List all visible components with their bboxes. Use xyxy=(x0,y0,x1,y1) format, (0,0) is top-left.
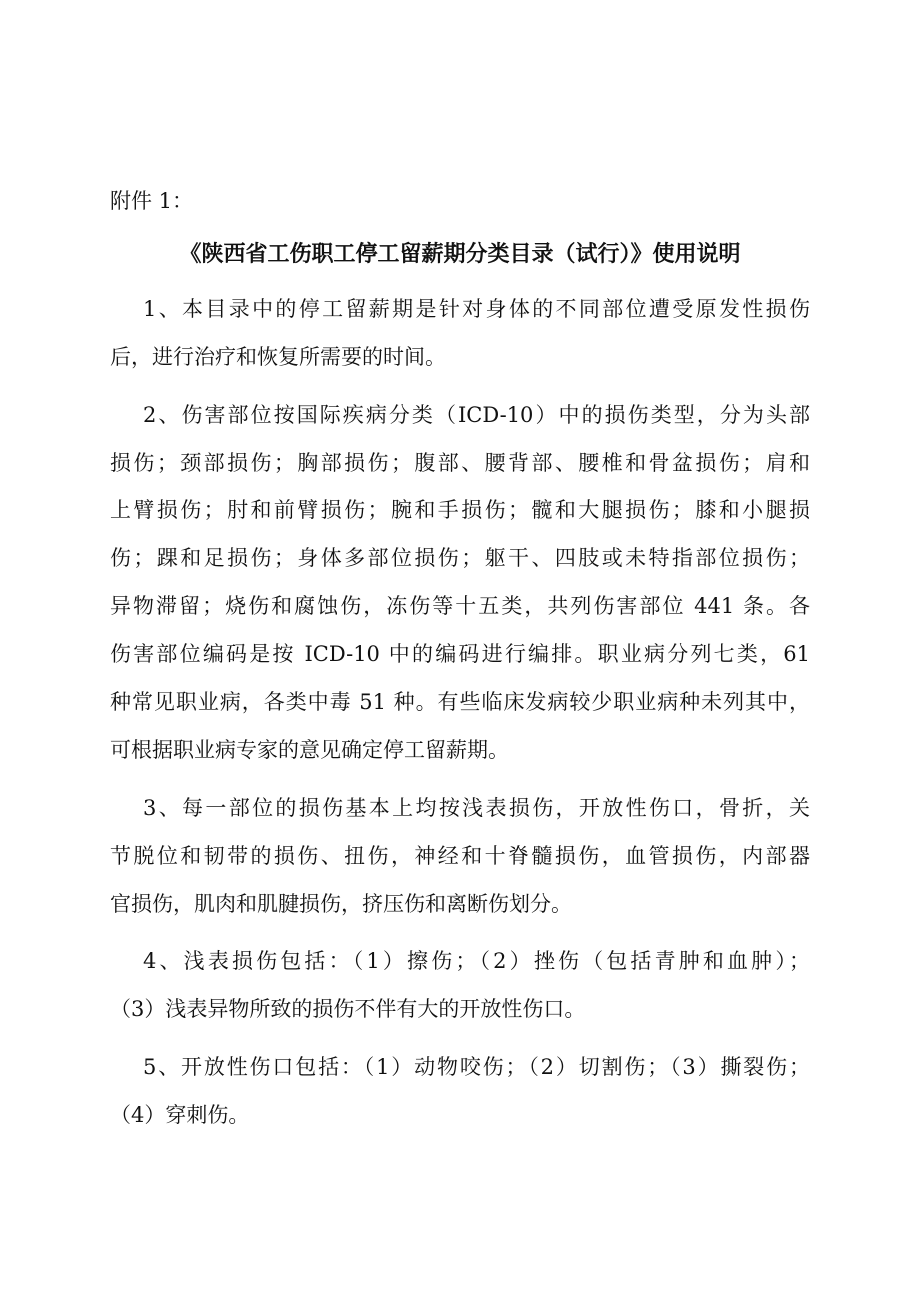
paragraph-2-line-2: 损伤；颈部损伤；胸部损伤；腹部、腰背部、腰椎和骨盆损伤；肩和 xyxy=(110,451,810,475)
document-title: 《陕西省工伤职工停工留薪期分类目录（试行）》使用说明 xyxy=(179,241,741,267)
paragraph-1-line-1: 1、本目录中的停工留薪期是针对身体的不同部位遭受原发性损伤 xyxy=(143,297,810,321)
paragraph-2-line-1: 2、伤害部位按国际疾病分类（ICD-10）中的损伤类型，分为头部 xyxy=(143,403,810,427)
paragraph-3-line-3: 官损伤，肌肉和肌腱损伤，挤压伤和离断伤划分。 xyxy=(110,892,572,916)
attachment-label: 附件 1： xyxy=(110,189,194,213)
paragraph-5-line-1: 5、开放性伤口包括：（1）动物咬伤；（2）切割伤；（3）撕裂伤； xyxy=(143,1055,810,1079)
paragraph-2-line-3: 上臂损伤；肘和前臂损伤；腕和手损伤；髋和大腿损伤；膝和小腿损 xyxy=(110,498,810,522)
paragraph-2-line-5: 异物滞留；烧伤和腐蚀伤，冻伤等十五类，共列伤害部位 441 条。各 xyxy=(110,594,810,618)
paragraph-4-line-2: （3）浅表异物所致的损伤不伴有大的开放性伤口。 xyxy=(110,997,586,1021)
paragraph-3-line-1: 3、每一部位的损伤基本上均按浅表损伤，开放性伤口，骨折，关 xyxy=(143,796,810,820)
paragraph-3-line-2: 节脱位和韧带的损伤、扭伤，神经和十脊髓损伤，血管损伤，内部器 xyxy=(110,844,810,868)
paragraph-2-line-7: 种常见职业病，各类中毒 51 种。有些临床发病较少职业病种未列其中， xyxy=(110,690,810,714)
paragraph-2-line-4: 伤；踝和足损伤；身体多部位损伤；躯干、四肢或未特指部位损伤； xyxy=(110,546,810,570)
paragraph-2-line-6: 伤害部位编码是按 ICD-10 中的编码进行编排。职业病分列七类，61 xyxy=(110,642,810,666)
paragraph-1-line-2: 后，进行治疗和恢复所需要的时间。 xyxy=(110,345,446,369)
paragraph-4-line-1: 4、浅表损伤包括：（1）擦伤；（2）挫伤（包括青肿和血肿）； xyxy=(143,949,810,973)
paragraph-2-line-8: 可根据职业病专家的意见确定停工留薪期。 xyxy=(110,738,509,762)
paragraph-5-line-2: （4）穿刺伤。 xyxy=(110,1103,250,1127)
